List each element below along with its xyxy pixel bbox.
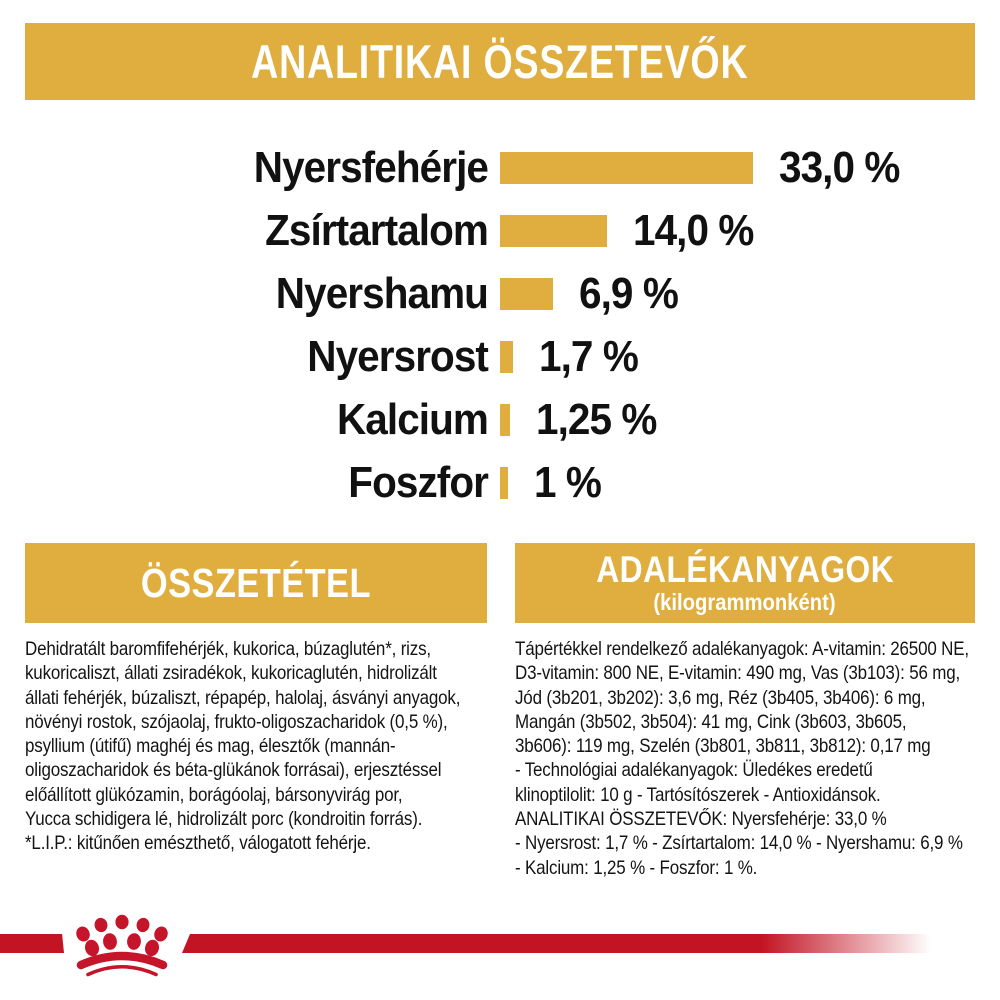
text-line: Tápértékkel rendelkező adalékanyagok: A-vitamin: 26500 NE, [515, 638, 969, 660]
text-line: előállított glükózamin, borágóolaj, bársonyvirág por, [25, 783, 403, 806]
text-line: Mangán (3b502, 3b504): 41 mg, Cink (3b603, 3b605, [515, 710, 907, 733]
chart-row-foszfor [25, 451, 975, 514]
footer-stripe-left [0, 934, 64, 953]
nutrient-label: Foszfor [348, 457, 488, 507]
text-line: Yucca schidigera lé, hidrolizált porc (kondroitin forrás). [25, 808, 423, 831]
nutrient-value: 1,7 % [539, 331, 638, 381]
nutrient-bar [500, 278, 553, 310]
nutrient-label: Nyersrost [307, 331, 488, 381]
text-line: D3-vitamin: 800 NE, E-vitamin: 490 mg, Vas (3b103): 56 mg, [515, 662, 961, 685]
analytical-components-banner [25, 23, 975, 100]
text-line: psyllium (útifű) maghéj és mag, élesztők (mannán- [25, 735, 396, 758]
nutrient-value: 6,9 % [578, 268, 678, 318]
nutrient-value: 33,0 % [779, 142, 900, 192]
text-line: klinoptilolit: 10 g - Tartósítószerek - Antioxidánsok. [515, 783, 881, 806]
chart-row-nyersrost [25, 325, 975, 388]
nutrient-value: 1,25 % [535, 394, 657, 444]
text-line: kukoricaliszt, állati zsiradékok, kukoricaglutén, hidrolizált [25, 662, 437, 685]
analytical-chart [25, 136, 975, 514]
composition-banner [25, 543, 487, 623]
nutrient-label: Zsírtartalom [265, 205, 488, 255]
text-line: Jód (3b201, 3b202): 3,6 mg, Réz (3b405, 3b406): 6 mg, [515, 686, 926, 709]
additives-subtitle: (kilogrammonként) [653, 588, 837, 615]
text-line: - Kalcium: 1,25 % - Foszfor: 1 %. [515, 856, 758, 879]
nutrient-bar [500, 215, 607, 247]
nutrient-bar [500, 152, 753, 184]
text-line: 3b606): 119 mg, Szelén (3b801, 3b811, 3b812): 0,17 mg [515, 735, 931, 758]
nutrient-label: Kalcium [336, 394, 488, 444]
nutrient-label: Nyershamu [275, 268, 488, 318]
chart-row-nyersfehérje [25, 136, 975, 199]
chart-row-zsírtartalom [25, 199, 975, 262]
nutrient-label: Nyersfehérje [253, 142, 488, 192]
text-line: *L.I.P.: kitűnően emészthető, válogatott fehérje. [25, 832, 371, 855]
additives-banner [515, 543, 975, 623]
nutrient-value: 14,0 % [633, 205, 754, 255]
composition-title: ÖSSZETÉTEL [140, 559, 372, 606]
additives-text [515, 637, 995, 880]
additives-title: ADALÉKANYAGOK [596, 548, 894, 590]
footer-stripe [182, 934, 935, 953]
analytical-components-title: ANALITIKAI ÖSSZETEVŐK [251, 35, 749, 88]
text-line: növényi rostok, szójaolaj, frukto-oligoszacharidok (0,5 %), [25, 710, 448, 733]
royal-canin-crown-paw-logo [71, 912, 171, 984]
text-line: ANALITIKAI ÖSSZETEVŐK: Nyersfehérje: 33,0 % [515, 808, 887, 831]
nutrient-bar [500, 467, 508, 499]
chart-row-nyershamu [25, 262, 975, 325]
text-line: - Nyersrost: 1,7 % - Zsírtartalom: 14,0 % - Nyershamu: 6,9 % [515, 832, 963, 855]
composition-text [25, 637, 505, 856]
text-line: Dehidratált baromfifehérjék, kukorica, búzaglutén*, rizs, [25, 638, 431, 660]
nutrient-value: 1 % [533, 457, 601, 507]
text-line: - Technológiai adalékanyagok: Üledékes eredetű [515, 759, 873, 782]
chart-row-kalcium [25, 388, 975, 451]
nutrient-bar [500, 341, 513, 373]
text-line: állati fehérjék, búzaliszt, répapép, halolaj, ásványi anyagok, [25, 686, 461, 709]
text-line: oligoszacharidok és béta-glükánok forrásai), erjesztéssel [25, 759, 442, 782]
nutrient-bar [500, 404, 510, 436]
